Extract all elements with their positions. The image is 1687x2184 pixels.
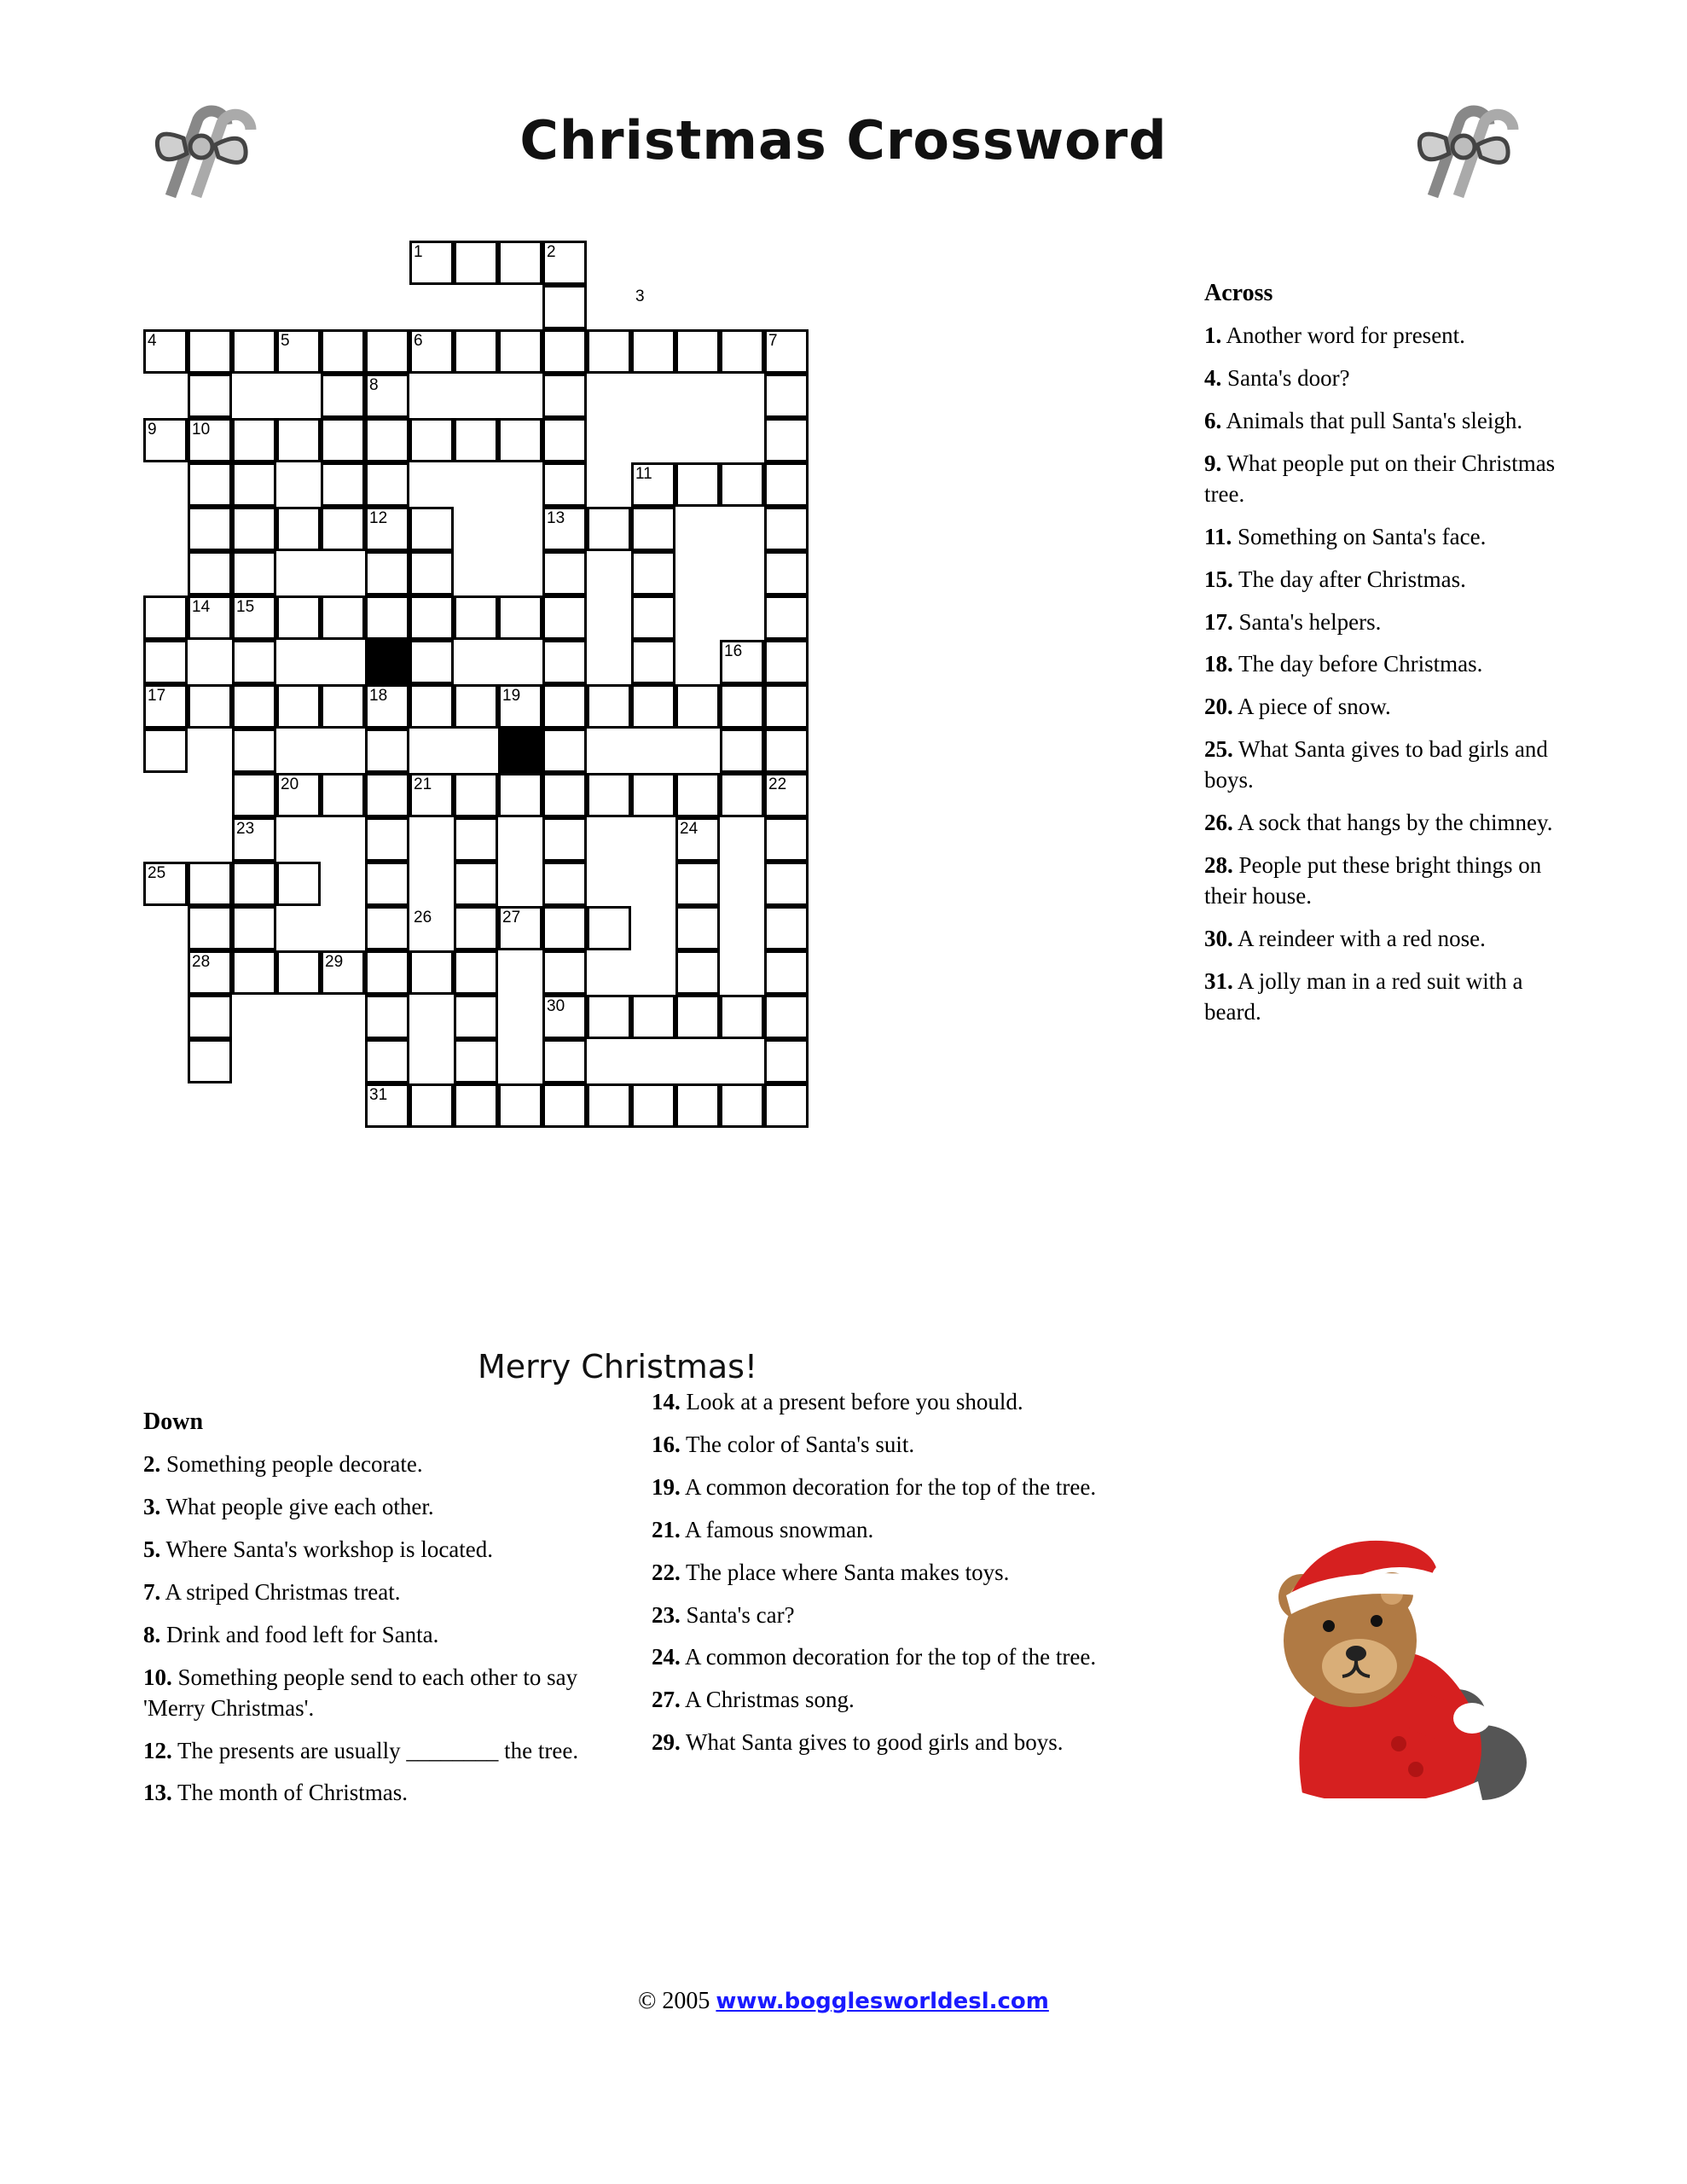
grid-cell-number: 13 <box>547 509 565 527</box>
clue-item <box>652 1430 1180 1461</box>
grid-cell[interactable] <box>542 1083 587 1128</box>
grid-cell-number: 25 <box>148 864 166 882</box>
clue-item <box>1204 735 1580 796</box>
clue-number: 6. <box>1204 408 1222 434</box>
grid-cell[interactable] <box>498 241 542 285</box>
clue-text: Something people decorate. <box>160 1451 423 1478</box>
down-clues-column-1 <box>143 1406 621 1821</box>
clue-text: A piece of snow. <box>1232 694 1391 720</box>
clue-item <box>1204 924 1580 955</box>
grid-cell[interactable] <box>276 862 321 906</box>
grid-cell[interactable] <box>188 684 232 729</box>
clue-text: A Christmas song. <box>680 1687 855 1713</box>
grid-cell[interactable] <box>542 684 587 729</box>
grid-cell[interactable] <box>232 773 276 817</box>
grid-cell[interactable] <box>365 462 409 507</box>
grid-cell[interactable] <box>764 1039 809 1083</box>
grid-cell[interactable] <box>409 418 454 462</box>
clue-item <box>1204 522 1580 553</box>
grid-cell[interactable] <box>675 862 720 906</box>
grid-cell[interactable] <box>542 285 587 329</box>
clue-number: 7. <box>143 1578 161 1605</box>
clue-item <box>143 1620 621 1651</box>
grid-cell[interactable] <box>720 329 764 374</box>
grid-cell-number: 24 <box>680 820 699 838</box>
grid-cell[interactable] <box>720 1083 764 1128</box>
grid-cell[interactable] <box>720 773 764 817</box>
grid-cell[interactable] <box>675 950 720 995</box>
grid-cell-number: 2 <box>547 243 556 261</box>
grid-cell[interactable] <box>675 684 720 729</box>
clue-number: 3. <box>143 1494 161 1520</box>
grid-cell[interactable] <box>232 906 276 950</box>
clue-number: 26. <box>1204 810 1233 836</box>
clue-item <box>1204 692 1580 723</box>
clue-number: 2. <box>143 1451 161 1478</box>
grid-cell[interactable] <box>409 640 454 684</box>
grid-cell[interactable] <box>764 862 809 906</box>
grid-cell[interactable] <box>631 773 675 817</box>
grid-cell[interactable] <box>365 418 409 462</box>
grid-cell-number: 1 <box>414 243 423 261</box>
clue-text: The color of Santa's suit. <box>680 1431 915 1457</box>
clue-item <box>143 1577 621 1608</box>
clue-text: What Santa gives to bad girls and boys. <box>1204 736 1548 793</box>
grid-cell[interactable] <box>276 507 321 551</box>
grid-cell[interactable] <box>321 418 365 462</box>
grid-cell[interactable] <box>720 462 764 507</box>
clue-number: 22. <box>652 1559 681 1585</box>
grid-cell[interactable] <box>764 507 809 551</box>
grid-cell-number: 27 <box>502 909 521 926</box>
grid-cell[interactable] <box>454 684 498 729</box>
grid-cell[interactable] <box>542 329 587 374</box>
grid-cell[interactable] <box>143 729 188 773</box>
grid-cell[interactable] <box>631 995 675 1039</box>
grid-cell-number: 14 <box>192 598 211 616</box>
clue-number: 15. <box>1204 566 1233 592</box>
clue-number: 25. <box>1204 736 1233 763</box>
grid-cell[interactable] <box>232 862 276 906</box>
grid-cell[interactable] <box>188 1039 232 1083</box>
grid-cell[interactable] <box>188 551 232 595</box>
grid-cell[interactable] <box>764 595 809 640</box>
clue-item <box>652 1600 1180 1631</box>
grid-cell-number: 21 <box>414 775 432 793</box>
copyright-text: © 2005 <box>638 1988 716 2014</box>
grid-cell-number: 10 <box>192 421 211 439</box>
grid-cell[interactable] <box>542 950 587 995</box>
grid-cell[interactable] <box>764 995 809 1039</box>
clue-item <box>652 1472 1180 1503</box>
grid-cell-number: 11 <box>635 465 652 483</box>
clue-number: 27. <box>652 1687 681 1713</box>
grid-cell-number: 12 <box>369 509 388 527</box>
grid-cell[interactable] <box>321 684 365 729</box>
grid-cell[interactable] <box>542 729 587 773</box>
grid-cell[interactable] <box>542 418 587 462</box>
grid-cell-blocked <box>365 640 409 684</box>
grid-cell-number: 23 <box>236 820 255 838</box>
grid-cell[interactable] <box>188 462 232 507</box>
clue-item <box>1204 449 1580 510</box>
grid-cell[interactable] <box>188 862 232 906</box>
clue-item <box>652 1558 1180 1589</box>
grid-cell-number: 15 <box>236 598 255 616</box>
clue-number: 11. <box>1204 523 1232 549</box>
clue-text: The place where Santa makes toys. <box>680 1559 1010 1585</box>
grid-cell[interactable] <box>764 684 809 729</box>
clue-item <box>652 1685 1180 1716</box>
grid-cell[interactable] <box>365 773 409 817</box>
clue-number: 20. <box>1204 694 1233 720</box>
clue-number: 18. <box>1204 651 1233 677</box>
grid-cell[interactable] <box>764 418 809 462</box>
grid-cell[interactable] <box>764 817 809 862</box>
clue-number: 8. <box>143 1621 161 1647</box>
merry-christmas-text: Merry Christmas! <box>478 1348 758 1385</box>
grid-cell[interactable] <box>409 507 454 551</box>
grid-cell[interactable] <box>631 640 675 684</box>
grid-cell[interactable] <box>409 1083 454 1128</box>
grid-cell[interactable] <box>276 418 321 462</box>
clue-number: 10. <box>143 1664 172 1690</box>
grid-cell[interactable] <box>409 595 454 640</box>
grid-cell-number: 6 <box>414 332 423 350</box>
grid-cell[interactable] <box>631 684 675 729</box>
grid-cell[interactable] <box>542 773 587 817</box>
grid-cell[interactable] <box>587 906 631 950</box>
grid-cell[interactable] <box>764 640 809 684</box>
clue-item <box>143 1663 621 1724</box>
clue-item <box>652 1387 1180 1418</box>
clue-number: 13. <box>143 1780 172 1806</box>
grid-cell[interactable] <box>232 729 276 773</box>
grid-cell[interactable] <box>675 462 720 507</box>
clue-text: A famous snowman. <box>680 1516 874 1542</box>
clue-item <box>1204 967 1580 1028</box>
grid-cell[interactable] <box>764 551 809 595</box>
grid-cell[interactable] <box>232 329 276 374</box>
clue-number: 4. <box>1204 365 1222 392</box>
grid-cell[interactable] <box>409 551 454 595</box>
grid-cell-number: 9 <box>148 421 157 439</box>
clue-text: What people put on their Christmas tree. <box>1204 450 1556 507</box>
grid-cell[interactable] <box>188 995 232 1039</box>
clue-number: 29. <box>652 1729 681 1756</box>
grid-cell-number: 7 <box>768 332 778 350</box>
clue-text: A common decoration for the top of the tree. <box>680 1644 1097 1670</box>
grid-cell[interactable] <box>542 906 587 950</box>
clue-item <box>652 1728 1180 1758</box>
clue-item <box>143 1492 621 1523</box>
grid-cell[interactable] <box>321 329 365 374</box>
grid-cell-number: 4 <box>148 332 157 350</box>
grid-cell-number: 28 <box>192 953 211 971</box>
grid-cell[interactable] <box>454 1039 498 1083</box>
grid-cell[interactable] <box>365 1039 409 1083</box>
grid-cell[interactable] <box>542 862 587 906</box>
grid-cell[interactable] <box>764 374 809 418</box>
clue-text: Santa's door? <box>1221 365 1350 392</box>
grid-cell[interactable] <box>587 1083 631 1128</box>
grid-cell-number: 26 <box>414 909 432 926</box>
clue-number: 30. <box>1204 925 1233 951</box>
grid-cell[interactable] <box>321 462 365 507</box>
grid-cell[interactable] <box>587 329 631 374</box>
grid-cell[interactable] <box>587 773 631 817</box>
grid-cell[interactable] <box>631 507 675 551</box>
clue-number: 9. <box>1204 450 1222 476</box>
grid-cell[interactable] <box>143 595 188 640</box>
grid-cell[interactable] <box>454 906 498 950</box>
down-heading: Down <box>143 1409 204 1435</box>
clue-number: 31. <box>1204 967 1233 994</box>
grid-cell[interactable] <box>365 551 409 595</box>
clue-text: Look at a present before you should. <box>680 1389 1023 1414</box>
grid-cell[interactable] <box>542 551 587 595</box>
clue-text: A common decoration for the top of the tree. <box>680 1473 1097 1500</box>
grid-cell[interactable] <box>321 507 365 551</box>
clue-text: The day after Christmas. <box>1232 566 1466 592</box>
clue-item <box>143 1736 621 1767</box>
grid-cell[interactable] <box>143 640 188 684</box>
grid-cell[interactable] <box>675 1083 720 1128</box>
grid-cell[interactable] <box>764 950 809 995</box>
grid-cell[interactable] <box>542 374 587 418</box>
grid-cell[interactable] <box>454 418 498 462</box>
grid-cell-number: 30 <box>547 997 565 1015</box>
grid-cell[interactable] <box>454 329 498 374</box>
clue-number: 12. <box>143 1737 172 1763</box>
grid-cell[interactable] <box>232 507 276 551</box>
clue-number: 21. <box>652 1516 681 1542</box>
clue-text: The presents are usually ________ the tree. <box>171 1737 579 1763</box>
clue-number: 5. <box>143 1536 161 1563</box>
clue-number: 14. <box>652 1389 681 1414</box>
grid-cell[interactable] <box>321 374 365 418</box>
clue-text: Animals that pull Santa's sleigh. <box>1221 408 1523 434</box>
clue-item <box>1204 851 1580 912</box>
grid-cell[interactable] <box>764 906 809 950</box>
grid-cell[interactable] <box>764 1083 809 1128</box>
clue-item <box>1204 607 1580 638</box>
page-title: Christmas Crossword <box>519 109 1168 171</box>
clue-text: What Santa gives to good girls and boys. <box>680 1729 1064 1756</box>
grid-cell-number: 16 <box>724 642 743 660</box>
grid-cell[interactable] <box>498 418 542 462</box>
grid-cell[interactable] <box>587 995 631 1039</box>
grid-cell-number: 29 <box>325 953 344 971</box>
clue-text: Santa's car? <box>680 1601 795 1628</box>
clue-number: 28. <box>1204 852 1233 879</box>
clue-item <box>143 1535 621 1565</box>
clue-text: Something on Santa's face. <box>1232 523 1487 549</box>
grid-cell-number: 20 <box>281 775 299 793</box>
grid-cell[interactable] <box>365 817 409 862</box>
clue-text: Another word for present. <box>1221 322 1465 349</box>
grid-cell[interactable] <box>188 329 232 374</box>
grid-cell[interactable] <box>542 462 587 507</box>
grid-cell[interactable] <box>675 329 720 374</box>
grid-cell[interactable] <box>232 418 276 462</box>
grid-cell-number: 5 <box>281 332 290 350</box>
grid-cell[interactable] <box>188 507 232 551</box>
clue-text: Something people send to each other to say 'Merry Christmas'. <box>143 1664 578 1721</box>
clue-text: The month of Christmas. <box>171 1780 408 1806</box>
clue-text: Santa's helpers. <box>1232 608 1382 635</box>
clue-text: A reindeer with a red nose. <box>1232 925 1486 951</box>
clue-item <box>1204 321 1580 351</box>
grid-cell[interactable] <box>454 995 498 1039</box>
clue-item <box>652 1515 1180 1546</box>
grid-cell-blocked <box>498 729 542 773</box>
clue-item <box>652 1642 1180 1673</box>
grid-cell[interactable] <box>587 507 631 551</box>
grid-cell[interactable] <box>409 684 454 729</box>
clue-text: A sock that hangs by the chimney. <box>1232 810 1553 836</box>
grid-cell[interactable] <box>365 329 409 374</box>
grid-cell[interactable] <box>454 950 498 995</box>
grid-cell[interactable] <box>454 1083 498 1128</box>
grid-cell[interactable] <box>720 729 764 773</box>
clue-item <box>143 1778 621 1809</box>
grid-cell[interactable] <box>542 1039 587 1083</box>
grid-cell[interactable] <box>365 729 409 773</box>
grid-cell[interactable] <box>631 551 675 595</box>
grid-cell[interactable] <box>675 906 720 950</box>
clue-text: A jolly man in a red suit with a beard. <box>1204 967 1523 1025</box>
grid-cell[interactable] <box>631 595 675 640</box>
grid-cell[interactable] <box>675 773 720 817</box>
grid-cell[interactable] <box>365 995 409 1039</box>
clue-item <box>1204 406 1580 437</box>
grid-cell[interactable] <box>409 950 454 995</box>
grid-cell[interactable] <box>764 729 809 773</box>
grid-cell[interactable] <box>188 374 232 418</box>
grid-cell[interactable] <box>188 906 232 950</box>
grid-cell[interactable] <box>542 640 587 684</box>
grid-cell[interactable] <box>276 950 321 995</box>
grid-cell[interactable] <box>365 862 409 906</box>
across-clues <box>1204 277 1580 1040</box>
clue-number: 1. <box>1204 322 1222 349</box>
grid-cell[interactable] <box>498 329 542 374</box>
grid-cell[interactable] <box>720 995 764 1039</box>
teddy-bear-santa-icon <box>1201 1491 1542 1833</box>
grid-cell-number: 18 <box>369 687 388 705</box>
grid-cell-number: 3 <box>635 288 645 305</box>
grid-cell[interactable] <box>232 640 276 684</box>
clue-number: 16. <box>652 1431 681 1457</box>
clue-text: Drink and food left for Santa. <box>160 1621 439 1647</box>
clue-text: What people give each other. <box>160 1494 434 1520</box>
grid-cell[interactable] <box>276 595 321 640</box>
grid-cell[interactable] <box>454 241 498 285</box>
grid-cell[interactable] <box>542 817 587 862</box>
grid-cell-number: 17 <box>148 687 166 705</box>
grid-cell[interactable] <box>542 595 587 640</box>
clue-item <box>1204 649 1580 680</box>
grid-cell[interactable] <box>454 595 498 640</box>
clue-text: The day before Christmas. <box>1232 651 1483 677</box>
grid-cell[interactable] <box>365 906 409 950</box>
grid-cell[interactable] <box>720 684 764 729</box>
clue-item <box>143 1449 621 1480</box>
grid-cell[interactable] <box>365 595 409 640</box>
clue-number: 19. <box>652 1473 681 1500</box>
grid-cell[interactable] <box>454 817 498 862</box>
grid-cell[interactable] <box>232 684 276 729</box>
clue-item <box>1204 363 1580 394</box>
grid-cell[interactable] <box>498 773 542 817</box>
clue-number: 17. <box>1204 608 1233 635</box>
grid-cell[interactable] <box>631 329 675 374</box>
grid-cell-number: 31 <box>369 1086 388 1104</box>
grid-cell[interactable] <box>365 950 409 995</box>
grid-cell[interactable] <box>631 1083 675 1128</box>
footer <box>0 1988 1687 2015</box>
grid-cell[interactable] <box>587 684 631 729</box>
grid-cell-number: 22 <box>768 775 787 793</box>
clue-item <box>1204 808 1580 839</box>
clue-item <box>1204 565 1580 595</box>
grid-cell[interactable] <box>454 773 498 817</box>
down-clues-column-2 <box>652 1387 1180 1770</box>
grid-cell[interactable] <box>232 462 276 507</box>
grid-cell-number: 8 <box>369 376 379 394</box>
grid-cell[interactable] <box>232 551 276 595</box>
across-heading: Across <box>1204 280 1273 306</box>
clue-text: A striped Christmas treat. <box>160 1578 401 1605</box>
grid-cell[interactable] <box>675 995 720 1039</box>
grid-cell[interactable] <box>454 862 498 906</box>
grid-cell[interactable] <box>498 1083 542 1128</box>
grid-cell-number: 19 <box>502 687 521 705</box>
grid-cell[interactable] <box>321 595 365 640</box>
grid-cell[interactable] <box>321 773 365 817</box>
clue-number: 24. <box>652 1644 681 1670</box>
website-link[interactable]: www.bogglesworldesl.com <box>716 1989 1049 2014</box>
grid-cell[interactable] <box>764 462 809 507</box>
clue-text: People put these bright things on their house. <box>1204 852 1542 909</box>
clue-text: Where Santa's workshop is located. <box>160 1536 494 1563</box>
grid-cell[interactable] <box>498 595 542 640</box>
clue-number: 23. <box>652 1601 681 1628</box>
grid-cell[interactable] <box>232 950 276 995</box>
grid-cell[interactable] <box>276 684 321 729</box>
